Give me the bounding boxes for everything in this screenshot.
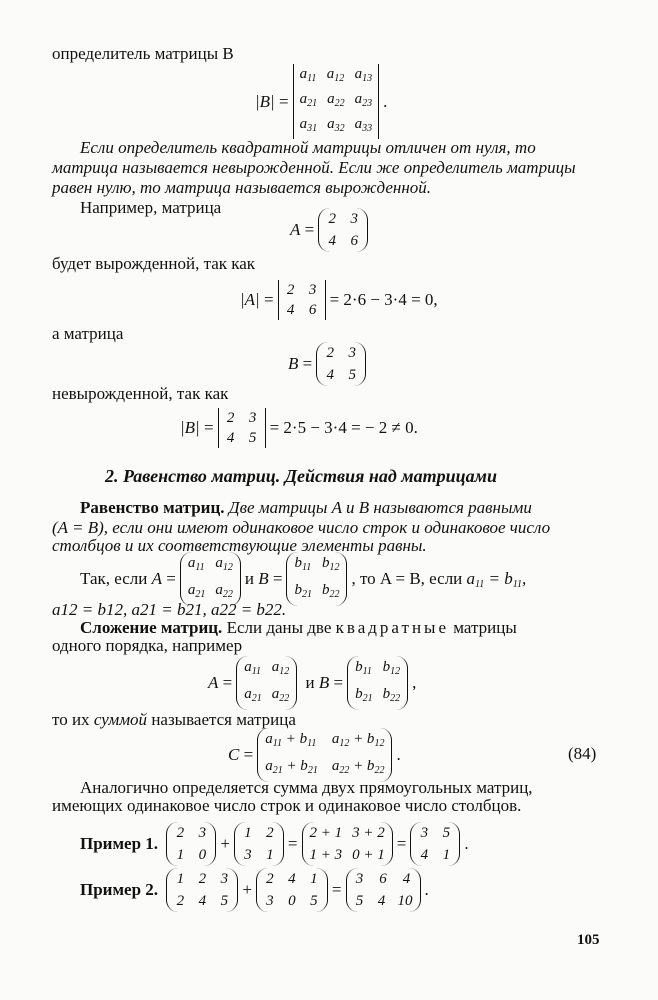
text-span: , то A = B, если [351,569,463,588]
text-line: матрица называется невырожденной. Если же определитель матрицы [52,158,576,177]
text-span: матрицы [449,618,517,637]
text-line: одного порядка, например [52,636,243,655]
text-line: имеющих одинаковое число строк и одинаковое число столбцов. [52,796,522,815]
equation-sum-operands: A = $a_{11}$ $a_{12}$ $a_{21}$ $a_{22}$ и B = $b_{11}$ $b_{12}$ $b_{21}$ $b_{22}$ , [208,656,416,710]
text-span: Так, если [80,569,148,588]
equation-det-b2: |B| = 2 3 4 5 = 2·5 − 3·4 = − 2 ≠ 0. [180,410,418,446]
text-span: Если даны две [222,618,336,637]
equation-sum-c: C = $a_{11} + b_{11}$ $a_{12} + b_{12}$ $a_{21} + b_{21}$ $a_{22} + b_{22}$ . [228,728,401,782]
text-line: Если определитель квадратной матрицы отличен от нуля, то [80,138,536,157]
equation-equality: Так, если A = $a_{11}$ $a_{12}$ $a_{21}$ $a_{22}$ и B = $b_{11}$ $b_{12}$ $b_{21}$ $b_{22}$ , то A = B, если $a_{11} = b_{11}$, [80,552,526,606]
example-2: Пример 2. 1 2 3 2 4 5 + 2 4 1 3 0 5 = 3 6 4 5 4 10 . [80,868,429,912]
text-line [52,710,296,730]
text-line: будет вырожденной, так как [52,254,256,273]
text-span: Две матрицы A и B называются равными [224,498,532,517]
term-bold: Равенство матриц. [80,498,225,517]
equation-det-b: |B| = $a_{11}$ $a_{12}$ $a_{13}$ $a_{21}$ $a_{22}$ $a_{23}$ $a_{31}$ $a_{32}$ $a_{33}$ . [255,64,387,139]
text-line: Например, матрица [80,198,222,217]
example-label: Пример 2. [80,880,159,899]
section-heading: 2. Равенство матриц. Действия над матрицами [105,466,497,486]
text-span: суммой [93,710,148,729]
text-line: определитель матрицы B [52,44,234,63]
equation-matrix-a: A = 2 3 4 6 [290,208,372,252]
text-line: равен нулю, то матрица называется вырожденной. [52,178,432,197]
text-line: столбцов и их соответствующие элементы равны. [52,536,427,555]
text-line [80,618,517,638]
term-bold: Сложение матриц. [80,618,223,637]
page-number: 105 [577,932,600,948]
text-span: квадратные [335,618,450,637]
text-line: a12 = b12, a21 = b21, a22 = b22. [52,600,287,619]
equation-matrix-b: B = 2 3 4 5 [288,342,370,386]
text-span: называется матрица [147,710,296,729]
example-label: Пример 1. [80,834,159,853]
text-span: и [244,569,254,588]
text-line: (A = B), если они имеют одинаковое число строк и одинаковое число [52,518,551,537]
text-line: Аналогично определяется сумма двух прямоугольных матриц, [80,778,533,797]
equation-number: (84) [568,744,597,763]
example-1: Пример 1. 2 3 1 0 + 1 2 3 1 = 2 + 1 3 + 2 1 + 3 0 + 1 = 3 5 4 1 . [80,822,469,866]
text-line [80,498,532,518]
equation-det-a: |A| = 2 3 4 6 = 2·6 − 3·4 = 0, [240,282,438,318]
text-line: невырожденной, так как [52,384,229,403]
text-line: а матрица [52,324,124,343]
text-span: то их [52,710,94,729]
